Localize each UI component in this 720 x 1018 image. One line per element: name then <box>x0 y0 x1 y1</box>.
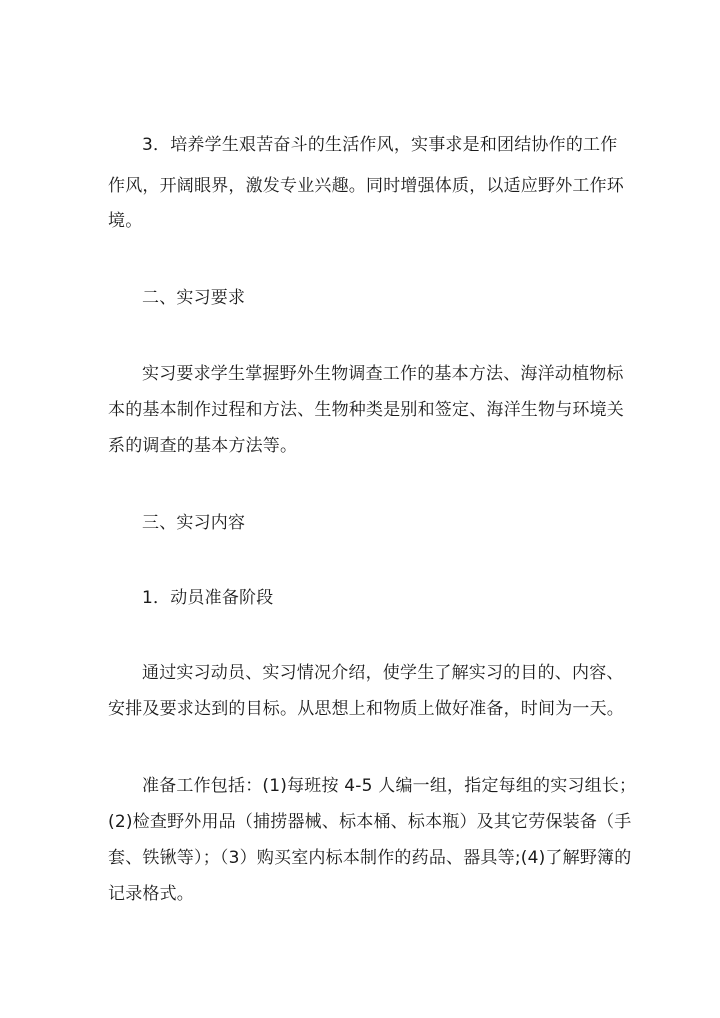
paragraph-3-line-1: 通过实习动员、实习情况介绍，使学生了解实习的目的、内容、 <box>142 663 624 683</box>
section-heading-requirements: 二、实习要求 <box>142 288 246 308</box>
paragraph-4-line-1: 准备工作包括：(1)每班按 4-5 人编一组，指定每组的实习组长； <box>142 776 637 796</box>
paragraph-1-line-1: 3．培养学生艰苦奋斗的生活作风，实事求是和团结协作的工作 <box>142 135 618 155</box>
paragraph-4-line-2: (2)检查野外用品（捕捞器械、标本桶、标本瓶）及其它劳保装备（手 <box>108 812 632 832</box>
paragraph-4-line-4: 记录格式。 <box>108 884 194 904</box>
paragraph-3-line-2: 安排及要求达到的目标。从思想上和物质上做好准备，时间为一天。 <box>108 699 624 719</box>
paragraph-2-line-3: 系的调查的基本方法等。 <box>108 436 298 456</box>
paragraph-1-line-3: 境。 <box>108 211 143 231</box>
section-heading-content: 三、实习内容 <box>142 513 246 533</box>
paragraph-2-line-1: 实习要求学生掌握野外生物调查工作的基本方法、海洋动植物标 <box>142 364 624 384</box>
paragraph-2-line-2: 本的基本制作过程和方法、生物种类是别和签定、海洋生物与环境关 <box>108 400 624 420</box>
paragraph-4-line-3: 套、铁锹等）；（3）购买室内标本制作的药品、器具等;(4)了解野簿的 <box>108 848 632 868</box>
paragraph-1-line-2: 作风，开阔眼界，激发专业兴趣。同时增强体质，以适应野外工作环 <box>108 176 624 196</box>
subsection-heading-preparation: 1．动员准备阶段 <box>142 588 274 608</box>
